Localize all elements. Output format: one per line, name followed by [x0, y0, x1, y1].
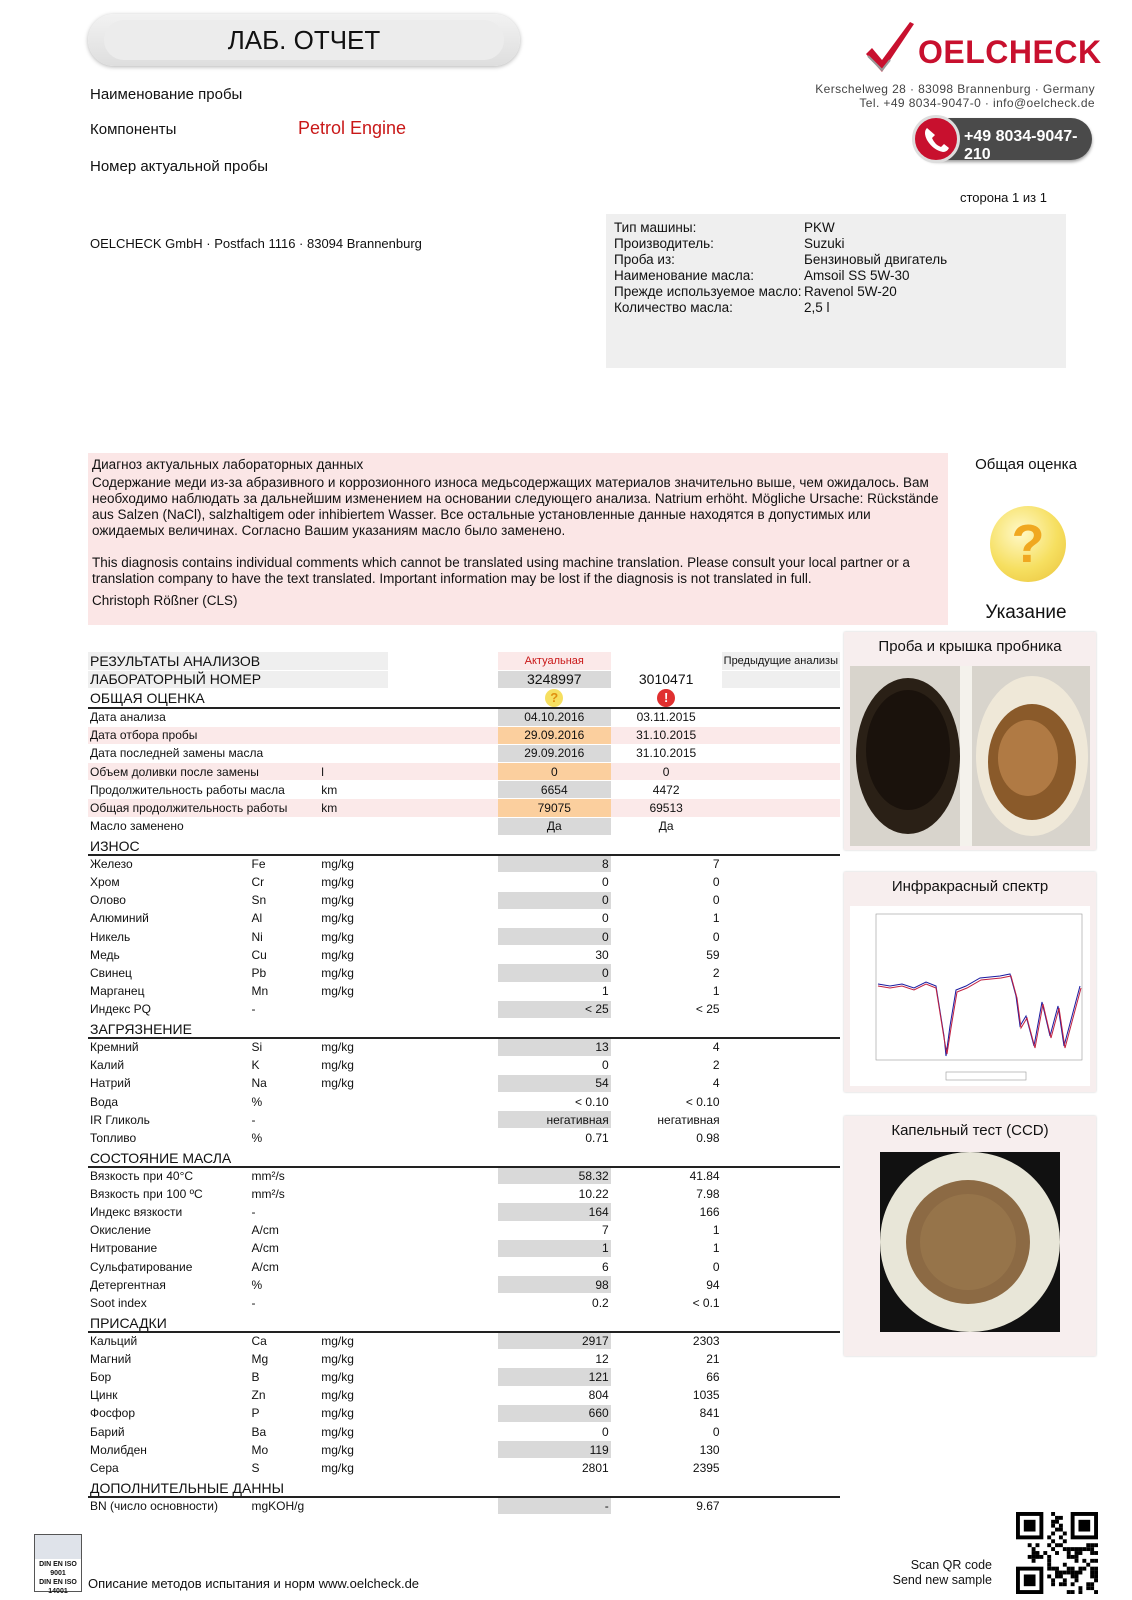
diagnosis-box	[88, 453, 948, 625]
general-row: Общая продолжительность работы km 79075 69513	[88, 799, 840, 817]
table-row: Барий Ba mg/kg 0 0	[88, 1422, 840, 1440]
table-row: Медь Cu mg/kg 30 59	[88, 946, 840, 964]
machine-row: Прежде используемое масло: Ravenol 5W-20	[614, 284, 897, 299]
table-row: Молибден Mo mg/kg 119 130	[88, 1441, 840, 1459]
machine-row: Тип машины: PKW	[614, 220, 835, 235]
logo-text: OELCHECK	[918, 34, 1102, 70]
table-row: Сульфатирование A/cm 6 0	[88, 1257, 840, 1275]
scan-qr-text: Scan QR code Send new sample	[892, 1558, 992, 1587]
table-row: Индекс PQ - < 25 < 25	[88, 1000, 840, 1018]
sample-name-label: Наименование пробы	[90, 86, 243, 103]
results-table	[88, 652, 840, 1515]
table-row: Натрий Na mg/kg 54 4	[88, 1074, 840, 1092]
section-title: ПРИСАДКИ	[88, 1312, 840, 1332]
section-title: ИЗНОС	[88, 835, 840, 855]
methods-footer: Описание методов испытания и норм www.oelcheck.de	[88, 1576, 420, 1591]
general-row: Дата отбора пробы 29.09.2016 31.10.2015	[88, 726, 840, 744]
hint-label: Указание	[985, 602, 1067, 623]
results-title: РЕЗУЛЬТАТЫ АНАЛИЗОВ	[88, 652, 388, 670]
table-row: Вязкость при 40°C mm²/s 58.32 41.84	[88, 1167, 840, 1185]
iso-certification-badge: DIN EN ISO 9001 DIN EN ISO 14001	[34, 1534, 82, 1592]
lab-number-label: ЛАБОРАТОРНЫЙ НОМЕР	[88, 670, 388, 688]
section-title: ЗАГРЯЗНЕНИЕ	[88, 1018, 840, 1038]
phone-number: +49 8034-9047-210	[964, 128, 1078, 163]
table-row: Окисление A/cm 7 1	[88, 1221, 840, 1239]
phone-button[interactable]	[916, 118, 1092, 163]
components-value: Petrol Engine	[298, 118, 407, 138]
table-row: Soot index - 0.2 < 0.1	[88, 1294, 840, 1312]
current-column-label: Актуальная	[498, 652, 611, 670]
general-row: Дата анализа 04.10.2016 03.11.2015	[88, 708, 840, 726]
ir-spectrum-panel	[844, 872, 1096, 1092]
page-counter: сторона 1 из 1	[960, 190, 1047, 205]
qr-code-icon[interactable]	[1016, 1512, 1098, 1594]
question-mark-icon: ?	[990, 506, 1066, 582]
table-row: Детергентная % 98 94	[88, 1276, 840, 1294]
ir-spectrum-chart	[850, 906, 1090, 1086]
report-title-pill	[88, 14, 520, 66]
current-sample-label: Номер актуальной пробы	[90, 158, 269, 175]
table-row: Бор B mg/kg 121 66	[88, 1368, 840, 1386]
lab-number-previous: 3010471	[611, 670, 722, 688]
table-row: Калий K mg/kg 0 2	[88, 1056, 840, 1074]
table-row: Кальций Ca mg/kg 2917 2303	[88, 1332, 840, 1350]
overall-label: ОБЩАЯ ОЦЕНКА	[88, 688, 388, 708]
machine-info-box	[606, 214, 1066, 368]
warning-icon: !	[611, 688, 722, 708]
table-row: IR Гликоль - негативная негативная	[88, 1111, 840, 1129]
table-row: Топливо % 0.71 0.98	[88, 1129, 840, 1147]
section-title: СОСТОЯНИЕ МАСЛА	[88, 1147, 840, 1167]
table-row: Вязкость при 100 ºC mm²/s 10.22 7.98	[88, 1185, 840, 1203]
sample-photo-panel	[844, 632, 1096, 850]
diagnosis-title: Диагноз актуальных лабораторных данных	[92, 457, 364, 472]
machine-row: Наименование масла: Amsoil SS 5W-30	[614, 268, 910, 283]
table-row: Олово Sn mg/kg 0 0	[88, 891, 840, 909]
sample-photo	[850, 666, 1090, 846]
previous-analyses-label: Предыдущие анализы	[722, 652, 840, 670]
table-row: Сера S mg/kg 2801 2395	[88, 1459, 840, 1477]
question-mark-icon: ?	[498, 688, 611, 708]
table-row: Цинк Zn mg/kg 804 1035	[88, 1386, 840, 1404]
oelcheck-logo	[860, 20, 1100, 80]
table-row: Магний Mg mg/kg 12 21	[88, 1350, 840, 1368]
table-row: Свинец Pb mg/kg 0 2	[88, 964, 840, 982]
general-row: Продолжительность работы масла km 6654 4472	[88, 781, 840, 799]
table-row: Индекс вязкости - 164 166	[88, 1203, 840, 1221]
general-row: Масло заменено Да Да	[88, 817, 840, 835]
drop-test-panel	[844, 1116, 1096, 1356]
general-row: Объем доливки после замены l 0 0	[88, 762, 840, 780]
table-row: BN (число основности) mgKOH/g - 9.67	[88, 1497, 840, 1515]
table-row: Никель Ni mg/kg 0 0	[88, 927, 840, 945]
table-row: Фосфор P mg/kg 660 841	[88, 1404, 840, 1422]
sample-photo-title: Проба и крышка пробника	[878, 638, 1062, 655]
ir-spectrum-title: Инфракрасный спектр	[891, 878, 1049, 895]
table-row: Хром Cr mg/kg 0 0	[88, 873, 840, 891]
diagnosis-note: This diagnosis contains individual comments which cannot be translated using machine translation. Please consult your local partner or a translation company to have the text translated. Important information may be lost if the diagnosis is not translated in full.	[92, 555, 910, 586]
table-row: Нитрование A/cm 1 1	[88, 1239, 840, 1257]
drop-test-title: Капельный тест (CCD)	[891, 1122, 1049, 1139]
machine-row: Количество масла: 2,5 l	[614, 300, 830, 315]
report-title: ЛАБ. ОТЧЕТ	[104, 20, 504, 60]
company-address: Kerschelweg 28 · 83098 Brannenburg · Germany Tel. +49 8034-9047-0 · info@oelcheck.de	[815, 82, 1095, 110]
lab-number-current: 3248997	[498, 670, 611, 688]
diagnosis-text: Содержание меди из-за абразивного и коррозионного износа медьсодержащих материалов значительно выше, чем ожидалось. Вам необходимо наблюдать за дальнейшим изменением на основании следующего анализа. Natrium erhöht. Mögliche Ursache: Rückstände aus Salzen (NaCl), salzhaltigem oder inhibiertem Wasser. Все остальные установленные данные находятся в допустимых или ожидаемых величинах. Согласно Вашим указаниям масло было заменено.	[92, 475, 939, 538]
phone-icon	[912, 115, 960, 163]
table-row: Железо Fe mg/kg 8 7	[88, 855, 840, 873]
checkmark-logo-icon	[860, 20, 920, 78]
table-row: Алюминий Al mg/kg 0 1	[88, 909, 840, 927]
machine-row: Производитель: Suzuki	[614, 236, 845, 251]
table-row: Вода % < 0.10 < 0.10	[88, 1092, 840, 1110]
drop-test-image	[850, 1152, 1090, 1352]
sender-address: OELCHECK GmbH · Postfach 1116 · 83094 Brannenburg	[90, 236, 422, 251]
machine-row: Проба из: Бензиновый двигатель	[614, 252, 948, 267]
table-row: Марганец Mn mg/kg 1 1	[88, 982, 840, 1000]
components-label: Компоненты	[90, 121, 177, 138]
general-row: Дата последней замены масла 29.09.2016 31.10.2015	[88, 744, 840, 762]
section-title: ДОПОЛНИТЕЛЬНЫЕ ДАННЫ	[88, 1477, 840, 1497]
overall-rating-label: Общая оценка	[975, 456, 1077, 473]
table-row: Кремний Si mg/kg 13 4	[88, 1038, 840, 1056]
diagnosis-author: Christoph Rößner (CLS)	[92, 593, 238, 608]
